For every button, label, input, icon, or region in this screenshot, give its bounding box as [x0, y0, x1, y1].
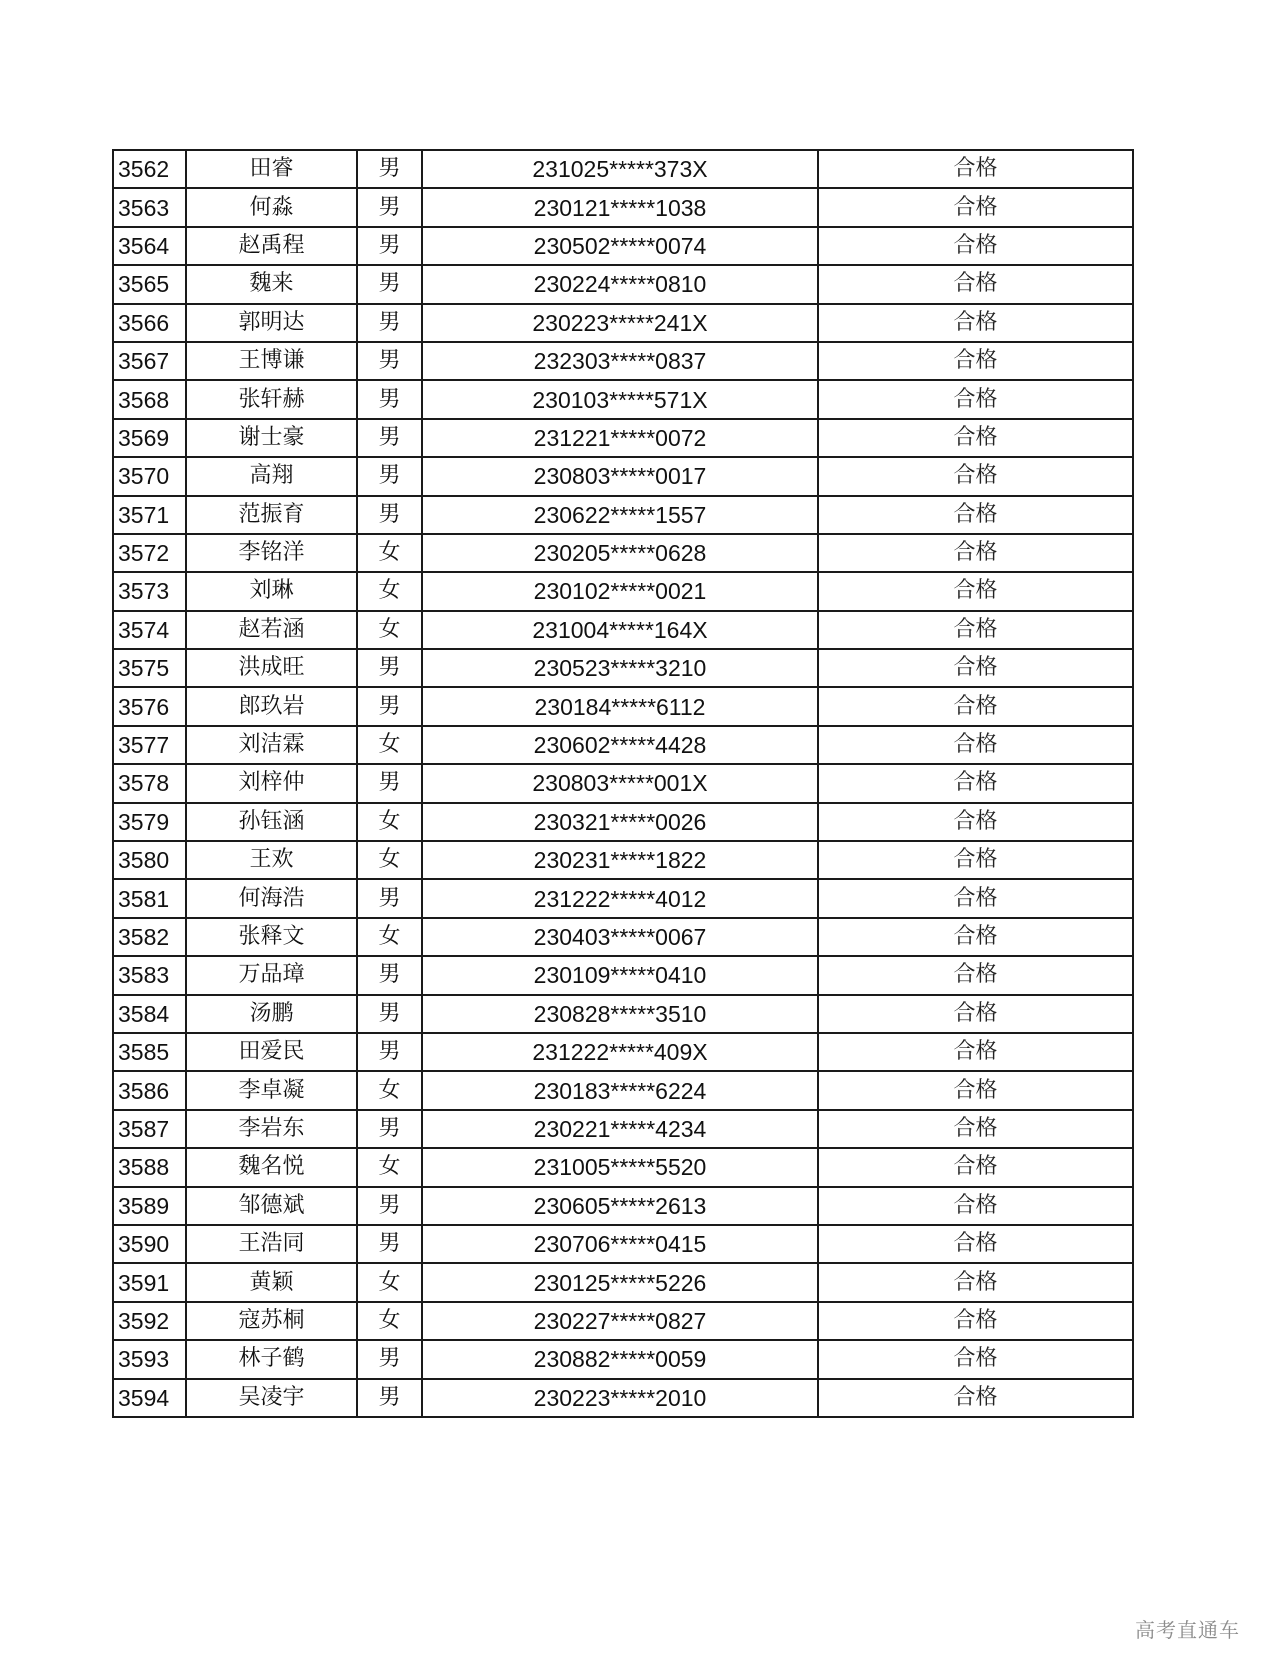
gender-cell: 男 [357, 496, 422, 534]
table-row [113, 419, 1133, 457]
id-number-cell: 230321*****0026 [422, 803, 818, 841]
name-cell: 刘洁霖 [186, 726, 357, 764]
result-cell: 合格 [818, 457, 1133, 495]
gender-cell: 女 [357, 572, 422, 610]
name-cell: 张释文 [186, 918, 357, 956]
result-cell: 合格 [818, 265, 1133, 303]
name-cell: 郭明达 [186, 304, 357, 342]
row-number-cell: 3574 [113, 611, 186, 649]
id-number-cell: 230706*****0415 [422, 1225, 818, 1263]
name-cell: 洪成旺 [186, 649, 357, 687]
id-number-cell: 230828*****3510 [422, 995, 818, 1033]
id-number-cell: 230224*****0810 [422, 265, 818, 303]
name-cell: 何海浩 [186, 879, 357, 917]
id-number-cell: 230103*****571X [422, 380, 818, 418]
result-cell: 合格 [818, 1340, 1133, 1378]
id-number-cell: 230121*****1038 [422, 188, 818, 226]
row-number-cell: 3591 [113, 1263, 186, 1301]
row-number-cell: 3577 [113, 726, 186, 764]
name-cell: 汤鹏 [186, 995, 357, 1033]
name-cell: 王博谦 [186, 342, 357, 380]
result-cell: 合格 [818, 764, 1133, 802]
name-cell: 谢士豪 [186, 419, 357, 457]
gender-cell: 男 [357, 380, 422, 418]
table-row [113, 572, 1133, 610]
table-row [113, 726, 1133, 764]
gender-cell: 男 [357, 995, 422, 1033]
name-cell: 郎玖岩 [186, 687, 357, 725]
row-number-cell: 3592 [113, 1302, 186, 1340]
result-cell: 合格 [818, 342, 1133, 380]
gender-cell: 女 [357, 918, 422, 956]
name-cell: 魏来 [186, 265, 357, 303]
gender-cell: 男 [357, 1110, 422, 1148]
gender-cell: 男 [357, 265, 422, 303]
id-number-cell: 231222*****409X [422, 1033, 818, 1071]
result-cell: 合格 [818, 188, 1133, 226]
gender-cell: 女 [357, 726, 422, 764]
id-number-cell: 232303*****0837 [422, 342, 818, 380]
table-row [113, 1187, 1133, 1225]
table-row [113, 649, 1133, 687]
row-number-cell: 3567 [113, 342, 186, 380]
gender-cell: 男 [357, 687, 422, 725]
row-number-cell: 3565 [113, 265, 186, 303]
table-row [113, 1110, 1133, 1148]
gender-cell: 男 [357, 764, 422, 802]
gender-cell: 男 [357, 956, 422, 994]
table-row [113, 1379, 1133, 1417]
table-row [113, 956, 1133, 994]
result-cell: 合格 [818, 649, 1133, 687]
id-number-cell: 230622*****1557 [422, 496, 818, 534]
result-cell: 合格 [818, 1379, 1133, 1417]
row-number-cell: 3570 [113, 457, 186, 495]
row-number-cell: 3568 [113, 380, 186, 418]
row-number-cell: 3579 [113, 803, 186, 841]
row-number-cell: 3563 [113, 188, 186, 226]
result-cell: 合格 [818, 1263, 1133, 1301]
result-cell: 合格 [818, 1187, 1133, 1225]
table-row [113, 1033, 1133, 1071]
name-cell: 李卓凝 [186, 1071, 357, 1109]
row-number-cell: 3571 [113, 496, 186, 534]
row-number-cell: 3593 [113, 1340, 186, 1378]
name-cell: 刘琳 [186, 572, 357, 610]
result-cell: 合格 [818, 1071, 1133, 1109]
id-number-cell: 230109*****0410 [422, 956, 818, 994]
table-row [113, 380, 1133, 418]
gender-cell: 女 [357, 1263, 422, 1301]
result-cell: 合格 [818, 879, 1133, 917]
name-cell: 万品璋 [186, 956, 357, 994]
table-row [113, 841, 1133, 879]
id-number-cell: 230523*****3210 [422, 649, 818, 687]
row-number-cell: 3578 [113, 764, 186, 802]
gender-cell: 男 [357, 1225, 422, 1263]
id-number-cell: 230803*****0017 [422, 457, 818, 495]
row-number-cell: 3575 [113, 649, 186, 687]
id-number-cell: 230125*****5226 [422, 1263, 818, 1301]
name-cell: 高翔 [186, 457, 357, 495]
row-number-cell: 3582 [113, 918, 186, 956]
gender-cell: 男 [357, 457, 422, 495]
gender-cell: 男 [357, 1340, 422, 1378]
id-number-cell: 230221*****4234 [422, 1110, 818, 1148]
table-row [113, 1302, 1133, 1340]
row-number-cell: 3590 [113, 1225, 186, 1263]
id-number-cell: 230223*****2010 [422, 1379, 818, 1417]
name-cell: 何淼 [186, 188, 357, 226]
id-number-cell: 230602*****4428 [422, 726, 818, 764]
name-cell: 吴凌宇 [186, 1379, 357, 1417]
name-cell: 田爱民 [186, 1033, 357, 1071]
table-row [113, 265, 1133, 303]
table-row [113, 304, 1133, 342]
table-row [113, 534, 1133, 572]
result-cell: 合格 [818, 496, 1133, 534]
gender-cell: 女 [357, 803, 422, 841]
result-cell: 合格 [818, 304, 1133, 342]
row-number-cell: 3586 [113, 1071, 186, 1109]
id-number-cell: 230882*****0059 [422, 1340, 818, 1378]
row-number-cell: 3580 [113, 841, 186, 879]
id-number-cell: 230184*****6112 [422, 687, 818, 725]
gender-cell: 女 [357, 841, 422, 879]
gender-cell: 女 [357, 534, 422, 572]
row-number-cell: 3566 [113, 304, 186, 342]
result-cell: 合格 [818, 687, 1133, 725]
result-cell: 合格 [818, 1110, 1133, 1148]
name-cell: 刘梓仲 [186, 764, 357, 802]
table-row [113, 918, 1133, 956]
name-cell: 魏名悦 [186, 1148, 357, 1186]
gender-cell: 男 [357, 1187, 422, 1225]
row-number-cell: 3562 [113, 150, 186, 188]
name-cell: 邹德斌 [186, 1187, 357, 1225]
gender-cell: 男 [357, 649, 422, 687]
id-number-cell: 231005*****5520 [422, 1148, 818, 1186]
result-cell: 合格 [818, 150, 1133, 188]
table-row [113, 496, 1133, 534]
name-cell: 王浩同 [186, 1225, 357, 1263]
watermark-text: 高考直通车 [1135, 1618, 1240, 1642]
table-row [113, 1263, 1133, 1301]
id-number-cell: 231222*****4012 [422, 879, 818, 917]
result-cell: 合格 [818, 1033, 1133, 1071]
name-cell: 赵禹程 [186, 227, 357, 265]
name-cell: 王欢 [186, 841, 357, 879]
id-number-cell: 230403*****0067 [422, 918, 818, 956]
table-row [113, 188, 1133, 226]
row-number-cell: 3572 [113, 534, 186, 572]
row-number-cell: 3564 [113, 227, 186, 265]
id-number-cell: 231221*****0072 [422, 419, 818, 457]
table-row [113, 879, 1133, 917]
result-cell: 合格 [818, 611, 1133, 649]
gender-cell: 男 [357, 188, 422, 226]
table-row [113, 150, 1133, 188]
name-cell: 林子鹤 [186, 1340, 357, 1378]
result-cell: 合格 [818, 380, 1133, 418]
gender-cell: 男 [357, 304, 422, 342]
gender-cell: 女 [357, 1302, 422, 1340]
result-cell: 合格 [818, 572, 1133, 610]
id-number-cell: 230223*****241X [422, 304, 818, 342]
table-row [113, 457, 1133, 495]
row-number-cell: 3576 [113, 687, 186, 725]
gender-cell: 男 [357, 1379, 422, 1417]
gender-cell: 男 [357, 342, 422, 380]
result-cell: 合格 [818, 956, 1133, 994]
gender-cell: 男 [357, 419, 422, 457]
row-number-cell: 3573 [113, 572, 186, 610]
table-row [113, 995, 1133, 1033]
result-cell: 合格 [818, 918, 1133, 956]
result-cell: 合格 [818, 995, 1133, 1033]
row-number-cell: 3584 [113, 995, 186, 1033]
gender-cell: 男 [357, 227, 422, 265]
gender-cell: 女 [357, 1148, 422, 1186]
id-number-cell: 230227*****0827 [422, 1302, 818, 1340]
row-number-cell: 3583 [113, 956, 186, 994]
table-row [113, 611, 1133, 649]
row-number-cell: 3581 [113, 879, 186, 917]
row-number-cell: 3588 [113, 1148, 186, 1186]
id-number-cell: 231025*****373X [422, 150, 818, 188]
id-number-cell: 230231*****1822 [422, 841, 818, 879]
name-cell: 田睿 [186, 150, 357, 188]
result-cell: 合格 [818, 726, 1133, 764]
gender-cell: 男 [357, 150, 422, 188]
row-number-cell: 3594 [113, 1379, 186, 1417]
gender-cell: 男 [357, 879, 422, 917]
table-row [113, 803, 1133, 841]
row-number-cell: 3569 [113, 419, 186, 457]
name-cell: 黄颖 [186, 1263, 357, 1301]
table-row [113, 687, 1133, 725]
result-cell: 合格 [818, 419, 1133, 457]
row-number-cell: 3587 [113, 1110, 186, 1148]
id-number-cell: 231004*****164X [422, 611, 818, 649]
id-number-cell: 230502*****0074 [422, 227, 818, 265]
name-cell: 范振育 [186, 496, 357, 534]
result-cell: 合格 [818, 1302, 1133, 1340]
id-number-cell: 230183*****6224 [422, 1071, 818, 1109]
table-row [113, 1340, 1133, 1378]
name-cell: 李岩东 [186, 1110, 357, 1148]
id-number-cell: 230605*****2613 [422, 1187, 818, 1225]
id-number-cell: 230803*****001X [422, 764, 818, 802]
gender-cell: 男 [357, 1033, 422, 1071]
result-cell: 合格 [818, 841, 1133, 879]
row-number-cell: 3585 [113, 1033, 186, 1071]
results-table-body [113, 150, 1133, 1417]
table-row [113, 342, 1133, 380]
name-cell: 孙钰涵 [186, 803, 357, 841]
table-row [113, 1148, 1133, 1186]
row-number-cell: 3589 [113, 1187, 186, 1225]
table-row [113, 227, 1133, 265]
name-cell: 赵若涵 [186, 611, 357, 649]
result-cell: 合格 [818, 1225, 1133, 1263]
table-row [113, 764, 1133, 802]
id-number-cell: 230102*****0021 [422, 572, 818, 610]
results-table [112, 149, 1134, 1418]
table-row [113, 1071, 1133, 1109]
table-row [113, 1225, 1133, 1263]
gender-cell: 女 [357, 1071, 422, 1109]
name-cell: 寇苏桐 [186, 1302, 357, 1340]
name-cell: 张轩赫 [186, 380, 357, 418]
result-cell: 合格 [818, 803, 1133, 841]
result-cell: 合格 [818, 227, 1133, 265]
result-cell: 合格 [818, 1148, 1133, 1186]
id-number-cell: 230205*****0628 [422, 534, 818, 572]
name-cell: 李铭洋 [186, 534, 357, 572]
result-cell: 合格 [818, 534, 1133, 572]
gender-cell: 女 [357, 611, 422, 649]
